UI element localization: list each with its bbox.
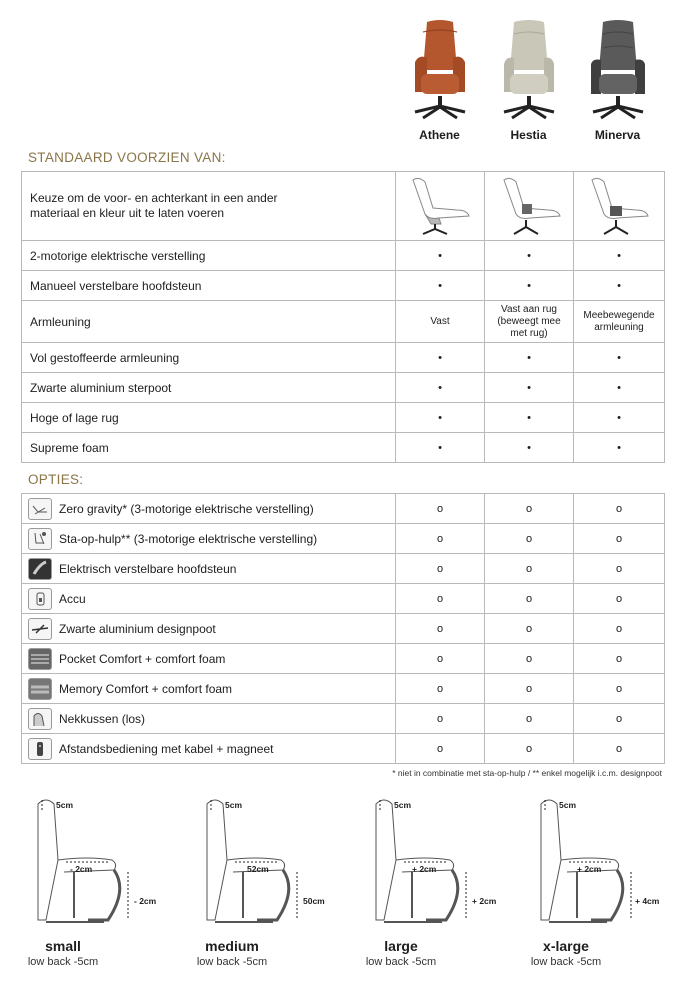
value-cell: o [574,674,665,704]
table-row [22,271,665,301]
value-cell: o [485,734,574,764]
table-row [22,644,665,674]
value-cell: • [574,241,665,271]
row-label: Zwarte aluminium designpoot [59,621,216,636]
value-cell: • [574,403,665,433]
value-cell: o [574,704,665,734]
chair-profile-diagram [356,790,506,930]
value-cell: Meebewegende armleuning [574,301,665,343]
value-cell: • [485,433,574,463]
stand-up-icon [28,528,52,550]
chair-name: Minerva [594,128,641,142]
size-name: medium [205,938,259,954]
height-dim-label: + 2cm [472,896,497,906]
value-cell: o [485,584,574,614]
size-x-large [521,790,671,980]
table-row [22,494,665,524]
table-row [22,614,665,644]
minerva-chair-image [583,18,653,123]
chair-profile-diagram [18,790,168,930]
options-heading: OPTIES: [28,472,84,487]
value-cell: o [574,494,665,524]
size-name: x-large [543,938,589,954]
value-cell: o [396,584,485,614]
value-cell: o [396,644,485,674]
table-row [22,301,665,343]
value-cell: • [574,373,665,403]
value-cell: o [396,494,485,524]
row-label: Accu [59,591,86,606]
athene-chair-image [405,18,475,123]
recliner-icon [584,174,654,236]
value-cell: o [574,524,665,554]
seat-dim-label: 52cm [247,864,269,874]
recliner-diagram-hestia [485,172,574,241]
table-row [22,704,665,734]
row-label: Memory Comfort + comfort foam [59,681,233,696]
chair-profile-diagram [187,790,337,930]
chair-hestia [484,18,573,146]
recliner-icon [494,174,564,236]
size-name: large [384,938,418,954]
headrest-icon [28,558,52,580]
value-cell: o [485,644,574,674]
row-label: Zero gravity* (3-motorige elektrische verstelling) [59,501,314,516]
size-large [356,790,506,980]
size-medium [187,790,337,980]
table-row [22,734,665,764]
value-cell: • [396,343,485,373]
recliner-icon [405,174,475,236]
size-name: small [45,938,81,954]
value-cell: o [485,704,574,734]
memory-foam-icon [28,678,52,700]
height-dim-label: + 4cm [635,896,660,906]
value-cell: o [396,524,485,554]
value-cell: o [574,734,665,764]
table-row [22,554,665,584]
battery-icon [28,588,52,610]
value-cell: o [485,554,574,584]
design-base-icon [28,618,52,640]
pocket-foam-icon [28,648,52,670]
value-cell: • [574,343,665,373]
value-cell: • [396,271,485,301]
row-label: Armleuning [22,301,396,343]
size-sub: low back -5cm [27,956,99,968]
options-table [21,493,665,764]
value-cell: • [396,373,485,403]
remote-icon [28,738,52,760]
size-sub: low back -5cm [530,956,602,968]
value-cell: • [485,271,574,301]
chair-name: Athene [419,128,460,142]
footnote: * niet in combinatie met sta-op-hulp / ** enkel mogelijk i.c.m. designpoot [392,768,662,778]
value-cell: o [396,734,485,764]
seat-dim-label: - 2cm [70,864,93,874]
row-label: Pocket Comfort + comfort foam [59,651,226,666]
table-row [22,584,665,614]
chair-minerva [573,18,662,146]
row-label: Hoge of lage rug [22,403,396,433]
top-dim-label: 5cm [56,800,74,810]
row-label: Zwarte aluminium sterpoot [22,373,396,403]
row-label: Afstandsbediening met kabel + magneet [59,741,274,756]
row-label: 2-motorige elektrische verstelling [22,241,396,271]
chair-profile-diagram [521,790,671,930]
value-cell: • [485,343,574,373]
recliner-diagram-minerva [574,172,665,241]
value-cell: o [485,674,574,704]
table-row [22,674,665,704]
value-cell: o [485,494,574,524]
chair-header [395,18,663,146]
chair-athene [395,18,484,146]
chair-name: Hestia [510,128,547,142]
top-dim-label: 5cm [394,800,412,810]
neck-cushion-icon [28,708,52,730]
size-sub: low back -5cm [196,956,268,968]
value-cell: o [485,614,574,644]
table-row [22,373,665,403]
row-label: Supreme foam [22,433,396,463]
seat-dim-label: + 2cm [577,864,602,874]
row-label: Elektrisch verstelbare hoofdsteun [59,561,237,576]
recliner-diagram-athene [396,172,485,241]
table-row [22,403,665,433]
row-label: Vol gestoffeerde armleuning [22,343,396,373]
value-cell: o [396,614,485,644]
table-row [22,343,665,373]
standard-heading: STANDAARD VOORZIEN VAN: [28,150,226,165]
value-cell: o [396,704,485,734]
row-label: Nekkussen (los) [59,711,146,726]
height-dim-label: 50cm [303,896,325,906]
size-small [18,790,168,980]
value-cell: Vast aan rug (beweegt mee met rug) [485,301,574,343]
value-cell: o [574,614,665,644]
size-sub: low back -5cm [365,956,437,968]
seat-dim-label: + 2cm [412,864,437,874]
table-row [22,433,665,463]
value-cell: o [574,644,665,674]
value-cell: • [396,241,485,271]
height-dim-label: - 2cm [134,896,157,906]
top-dim-label: 5cm [225,800,243,810]
zero-gravity-icon [28,498,52,520]
value-cell: o [485,524,574,554]
table-row [22,524,665,554]
value-cell: o [574,584,665,614]
table-row [22,172,665,241]
value-cell: o [396,554,485,584]
value-cell: • [396,403,485,433]
table-row [22,241,665,271]
standard-table [21,171,665,463]
value-cell: o [574,554,665,584]
row-label: Sta-op-hulp** (3-motorige elektrische verstelling) [59,531,318,546]
hestia-chair-image [494,18,564,123]
value-cell: • [485,403,574,433]
value-cell: • [396,433,485,463]
row-label: Manueel verstelbare hoofdsteun [22,271,396,301]
value-cell: • [485,241,574,271]
row-label: Keuze om de voor- en achterkant in een ander materiaal en kleur uit te laten voeren [22,172,396,241]
value-cell: • [485,373,574,403]
value-cell: • [574,271,665,301]
top-dim-label: 5cm [559,800,577,810]
value-cell: Vast [396,301,485,343]
value-cell: o [396,674,485,704]
value-cell: • [574,433,665,463]
